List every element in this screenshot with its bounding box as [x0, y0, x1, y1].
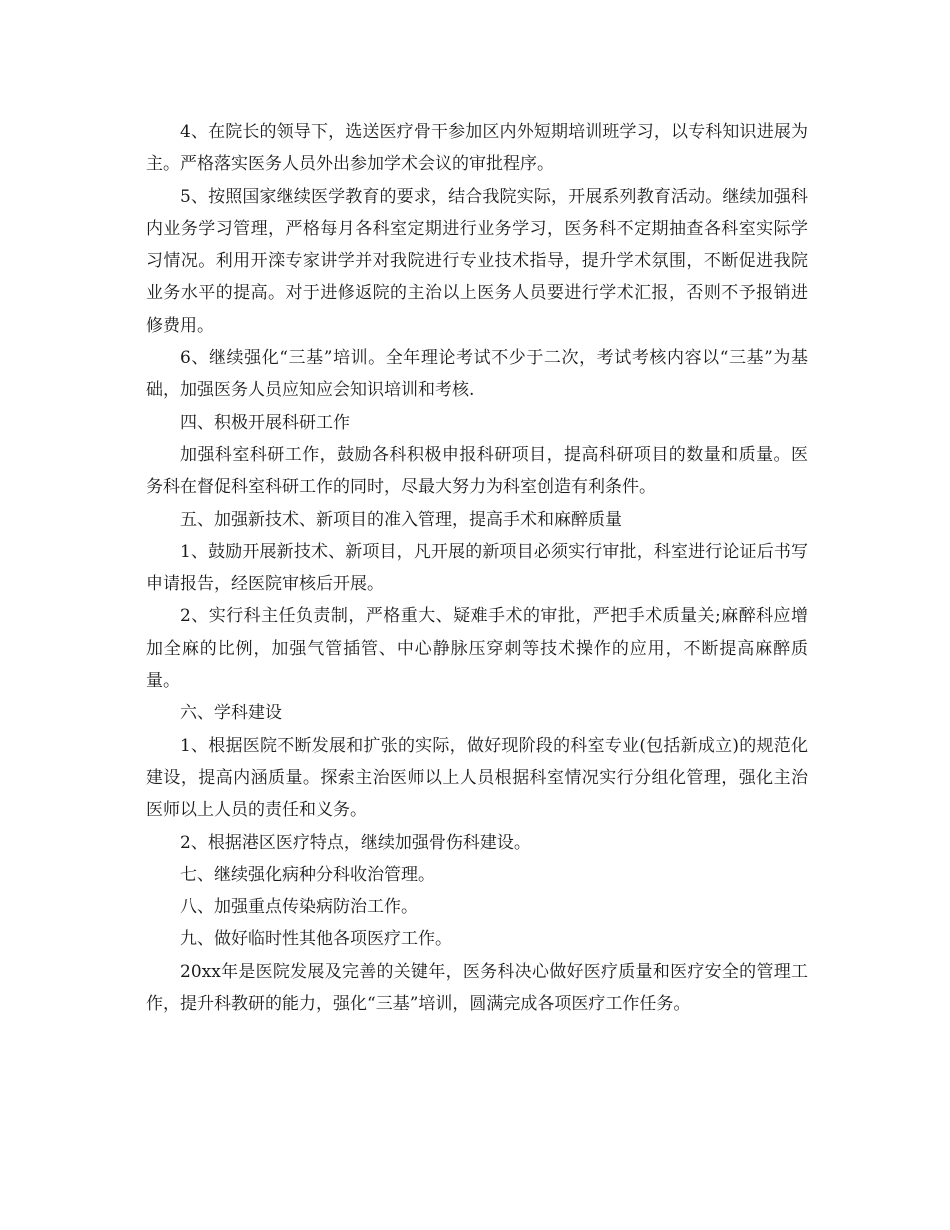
section-heading-new-technology: 五、加强新技术、新项目的准入管理，提高手术和麻醉质量 [180, 509, 622, 530]
paragraph-new-project-approval: 1、鼓励开展新技术、新项目，凡开展的新项目必须实行审批，科室进行论证后书写申请报告，经医院审核后开展。 [146, 541, 808, 595]
paragraph-continuing-education: 5、按照国家继续医学教育的要求，结合我院实际，开展系列教育活动。继续加强科内业务学习管理，严格每月各科室定期进行业务学习，医务科不定期抽查各科室实际学习情况。利用开滦专家讲学并对我院进行专业技术指导，提升学术氛围，不断促进我院业务水平的提高。对于进修返院的主治以上医务人员要进行学术汇报，否则不予报销进修费用。 [146, 186, 808, 336]
paragraph-three-basics-training: 6、继续强化“三基”培训。全年理论考试不少于二次，考试考核内容以“三基”为基础，加强医务人员应知应会知识培训和考核. [146, 348, 808, 401]
paragraph-standardization: 1、根据医院不断发展和扩张的实际，做好现阶段的科室专业(包括新成立)的规范化建设，提高内涵质量。探索主治医师以上人员根据科室情况实行分组化管理，强化主治医师以上人员的责任和义务。 [146, 735, 808, 821]
paragraph-orthopedics: 2、根据港区医疗特点，继续加强骨伤科建设。 [180, 832, 531, 853]
section-heading-discipline: 六、学科建设 [180, 703, 282, 724]
paragraph-research-work: 加强科室科研工作，鼓励各科积极申报科研项目，提高科研项目的数量和质量。医务科在督促科室科研工作的同时，尽最大努力为科室创造有利条件。 [146, 444, 808, 498]
paragraph-training-selection: 4、在院长的领导下，选送医疗骨干参加区内外短期培训班学习，以专科知识进展为主。严格落实医务人员外出参加学术会议的审批程序。 [146, 122, 808, 175]
section-heading-disease-management: 七、继续强化病种分科收治管理。 [180, 864, 435, 885]
section-heading-infectious-disease: 八、加强重点传染病防治工作。 [180, 897, 418, 918]
document-body [146, 116, 808, 1020]
paragraph-conclusion: 20xx年是医院发展及完善的关键年，医务科决心做好医疗质量和医疗安全的管理工作，提升科教研的能力，强化“三基”培训，圆满完成各项医疗工作任务。 [146, 961, 808, 1015]
paragraph-surgery-quality: 2、实行科主任负责制，严格重大、疑难手术的审批，严把手术质量关;麻醉科应增加全麻的比例，加强气管插管、中心静脉压穿刺等技术操作的应用，不断提高麻醉质量。 [146, 606, 808, 692]
section-heading-temporary-work: 九、做好临时性其他各项医疗工作。 [180, 929, 452, 950]
section-heading-research: 四、积极开展科研工作 [180, 412, 350, 433]
